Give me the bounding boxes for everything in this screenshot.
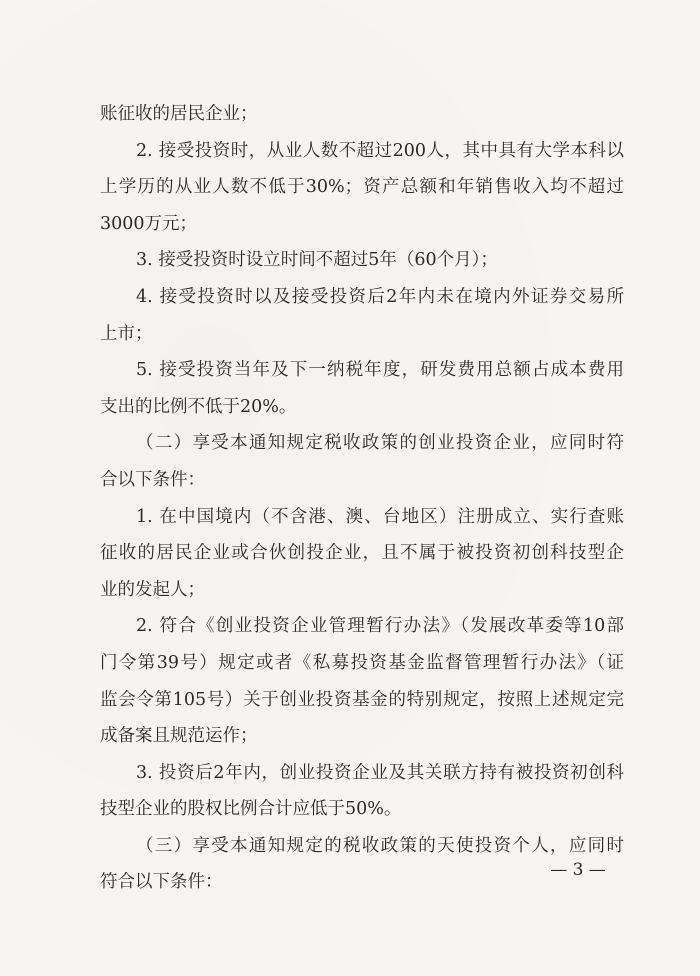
text-line: 2. 接受投资时，从业人数不超过200人，其中具有大学本科以 — [136, 140, 624, 161]
text-line: 1. 在中国境内（不含港、澳、台地区）注册成立、实行查账 — [136, 506, 624, 527]
text-line: 门令第39号）规定或者《私募投资基金监督管理暂行办法》（证 — [100, 652, 624, 673]
text-line: 成备案且规范运作； — [100, 726, 258, 747]
text-line: 上市； — [100, 323, 153, 344]
text-line: 5. 接受投资当年及下一纳税年度，研发费用总额占成本费用 — [136, 360, 624, 381]
text-line: 账征收的居民企业； — [100, 104, 258, 124]
text-line: 4. 接受投资时以及接受投资后2年内未在境内外证券交易所 — [136, 286, 624, 307]
text-line: 符合以下条件： — [100, 872, 223, 893]
text-line: 征收的居民企业或合伙创投企业，且不属于被投资初创科技型企 — [100, 543, 624, 564]
text-line: 监会令第105号）关于创业投资基金的特别规定，按照上述规定完 — [100, 689, 624, 710]
text-line: 上学历的从业人数不低于30%；资产总额和年销售收入均不超过 — [100, 177, 624, 198]
text-line: 2. 符合《创业投资企业管理暂行办法》（发展改革委等10部 — [136, 616, 624, 637]
page-number: — 3 — — [550, 860, 606, 880]
text-line: 合以下条件： — [100, 469, 205, 490]
text-line: 支出的比例不低于20%。 — [100, 396, 297, 417]
text-line: 业的发起人； — [100, 579, 205, 600]
text-line: 3. 接受投资时设立时间不超过5年（60个月）； — [136, 250, 498, 271]
text-line: （三）享受本通知规定的税收政策的天使投资个人，应同时 — [136, 835, 624, 856]
text-line: 3000万元； — [100, 213, 198, 234]
document-body — [100, 96, 624, 901]
text-line: 3. 投资后2年内，创业投资企业及其关联方持有被投资初创科 — [136, 762, 624, 783]
text-line: 技型企业的股权比例合计应低于50%。 — [100, 799, 402, 820]
text-line: （二）享受本通知规定税收政策的创业投资企业，应同时符 — [136, 433, 624, 454]
